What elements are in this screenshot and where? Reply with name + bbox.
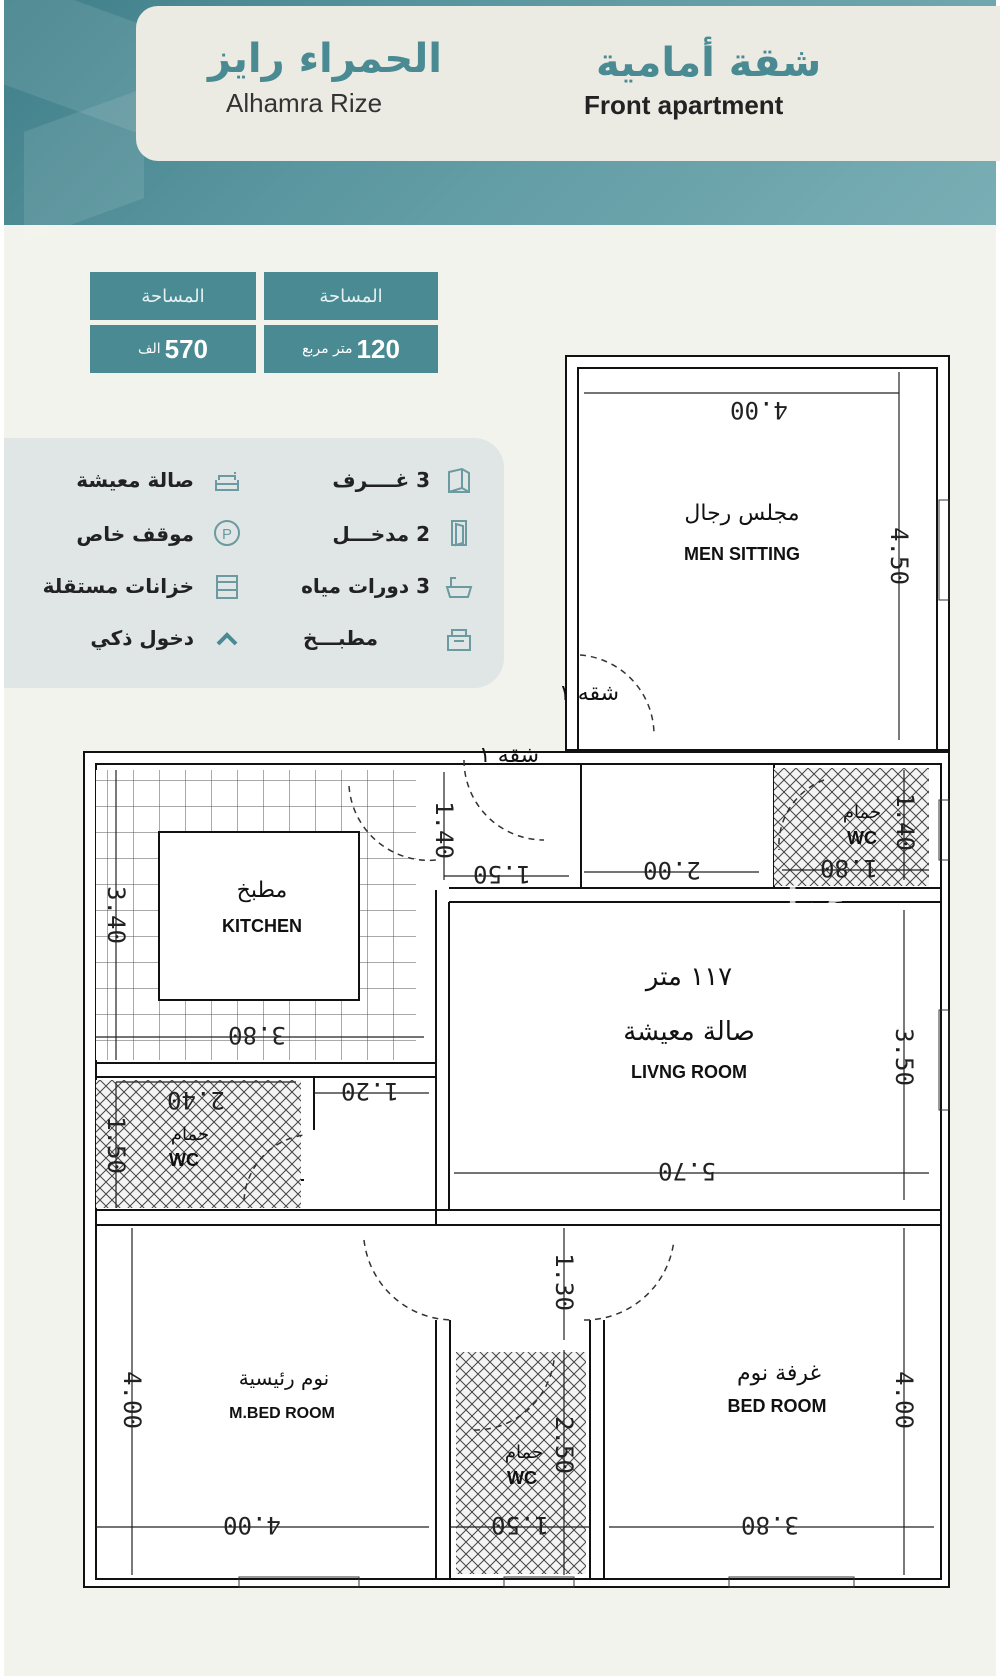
price-value: 570 — [164, 333, 209, 364]
wc-bottom-ar: حمام — [504, 1442, 544, 1463]
watermark-logo: عقار — [764, 879, 851, 931]
dim-wc-top-height: 1.40 — [891, 793, 919, 851]
svg-text:P: P — [222, 526, 233, 543]
dim-men-height: 4.50 — [885, 527, 913, 585]
bed-ar: غرفة نوم — [736, 1361, 822, 1386]
men-sitting-en: MEN SITTING — [684, 544, 800, 564]
feature-entrances: 2 مدخـــل — [332, 522, 430, 546]
dim-corridor-width: 1.50 — [473, 860, 531, 888]
dim-living-height: 3.50 — [890, 1028, 918, 1086]
frame — [4, 0, 996, 1676]
area-unit: متر مربع — [302, 341, 353, 357]
master-bed-ar: نوم رئيسية — [238, 1366, 330, 1390]
unit-title-ar: شقة أمامية — [596, 40, 822, 86]
kitchen-en: KITCHEN — [222, 916, 302, 936]
project-title-en: Alhamra Rize — [226, 88, 383, 118]
entrance-label-a: شقه ١ — [558, 681, 620, 706]
dim-bed-height: 4.00 — [890, 1371, 918, 1429]
kitchen-ar: مطبخ — [236, 878, 288, 903]
dim-wc-bottom-height: 2.50 — [550, 1416, 578, 1474]
dim-wc-left-door: 1.20 — [341, 1077, 399, 1105]
living-ar: صالة معيشة — [623, 1017, 755, 1047]
men-sitting-ar: مجلس رجال — [684, 501, 800, 526]
living-en: LIVNG ROOM — [631, 1062, 747, 1082]
dim-bed-width: 3.80 — [741, 1511, 799, 1539]
dim-wc-top-width: 1.80 — [820, 854, 878, 882]
dim-master-bed-width: 4.00 — [223, 1511, 281, 1539]
wc-left-ar: حمام — [170, 1124, 210, 1145]
dim-men-width: 4.00 — [730, 396, 788, 424]
watermark-url: sa.aqar.fm — [794, 940, 879, 960]
wc-left-en: WC — [169, 1150, 199, 1170]
dim-wc-left-height: 1.50 — [102, 1116, 130, 1174]
dim-kitchen-height: 3.40 — [102, 886, 130, 944]
area-value: 120 — [356, 333, 400, 364]
bed-en: BED ROOM — [727, 1396, 827, 1416]
area-label: المساحة — [319, 285, 383, 307]
dim-kitchen-width: 3.80 — [228, 1021, 286, 1049]
entrance-label-b: شقه ١ — [478, 743, 540, 768]
feature-parking: موقف خاص — [76, 522, 194, 546]
dim-wc-bottom-width: 1.50 — [491, 1511, 549, 1539]
feature-kitchen: مطبـــخ — [303, 626, 378, 650]
feature-smart-entry: دخول ذكي — [90, 626, 194, 650]
dim-wc-left-width: 2.40 — [167, 1086, 225, 1114]
wc-top-ar: حمام — [842, 802, 882, 823]
dim-living-width: 5.70 — [658, 1157, 716, 1185]
feature-living: صالة معيشة — [76, 468, 194, 492]
wc-top-en: WC — [847, 828, 877, 848]
master-bed-en: M.BED ROOM — [229, 1405, 335, 1422]
price-unit: الف — [137, 341, 161, 357]
floor-plan — [4, 0, 996, 1676]
wc-bottom-en: WC — [507, 1468, 537, 1488]
price-label: المساحة — [141, 285, 205, 307]
unit-title-en: Front apartment — [584, 90, 784, 120]
dim-corridor-height: 1.40 — [430, 801, 458, 859]
dim-master-bed-height: 4.00 — [118, 1371, 146, 1429]
project-title-ar: الحمراء رايز — [208, 36, 442, 82]
dim-hall-width: 2.00 — [643, 856, 701, 884]
feature-bathrooms: 3 دورات مياه — [301, 574, 430, 598]
feature-rooms: 3 غــــرف — [332, 468, 430, 492]
feature-tanks: خزانات مستقلة — [42, 574, 194, 598]
living-area: ١١٧ متر — [645, 962, 733, 992]
dim-hall-height: 1.30 — [550, 1253, 578, 1311]
